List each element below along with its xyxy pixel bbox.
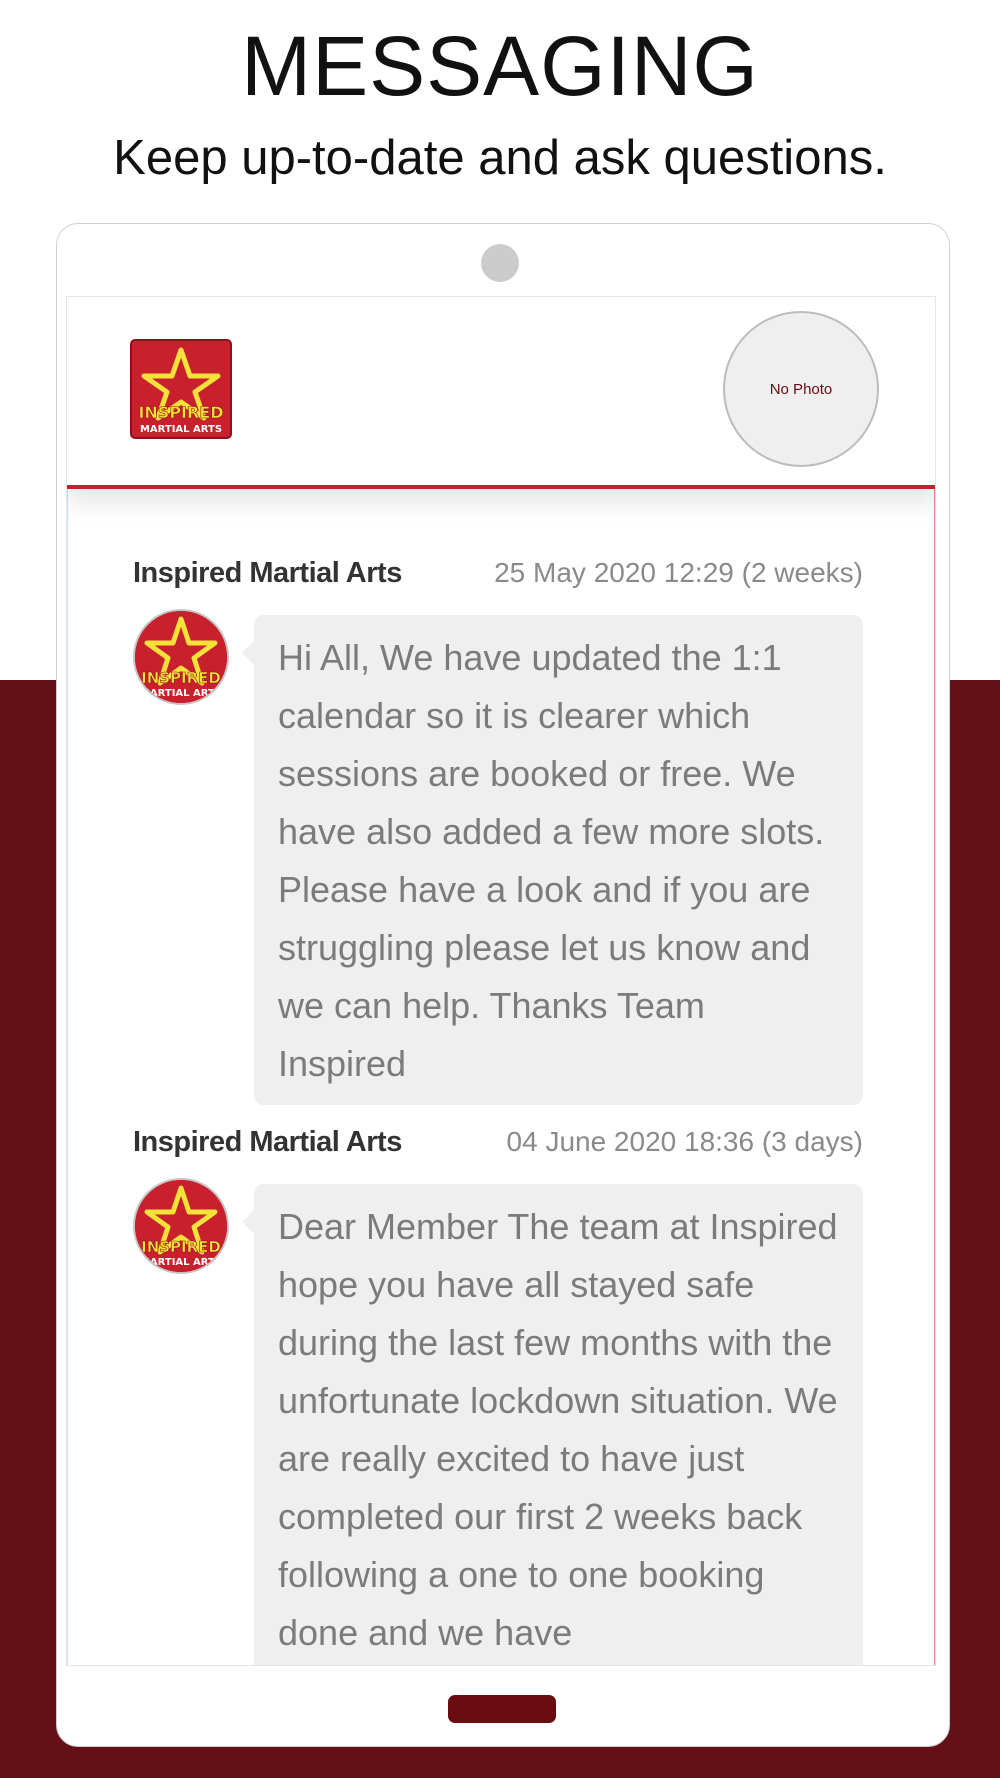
profile-photo-label: No Photo: [769, 380, 833, 398]
message-time: 04 June 2020 18:36 (3 days): [506, 1126, 863, 1157]
message-sender: Inspired Martial Arts: [133, 557, 402, 589]
message-bubble: Hi All, We have updated the 1:1 calendar so it is clearer which sessions are booked or free. We have also added a few more slots. Please have a look and if you are struggling please let us know and we can help. Thanks Team Inspired: [254, 615, 863, 1105]
promo-subheading: Keep up-to-date and ask questions.: [113, 131, 887, 185]
inspired-logo-icon[interactable]: [130, 338, 232, 440]
app-header: [67, 297, 936, 489]
profile-photo-button[interactable]: [723, 311, 879, 467]
message-item: [133, 1126, 863, 1653]
logo-text-bottom: MARTIAL ARTS: [139, 424, 223, 435]
promo-heading: MESSAGING: [241, 19, 759, 113]
avatar-text-bottom: MARTIAL ARTS: [139, 688, 223, 699]
avatar-text-top: INSPIRED: [141, 1238, 221, 1256]
message-item: [133, 557, 863, 1084]
avatar-text-bottom: MARTIAL ARTS: [139, 1257, 223, 1268]
logo-text-top: INSPIRED: [138, 403, 224, 422]
home-button[interactable]: [448, 1695, 556, 1723]
sender-avatar-icon: [133, 609, 229, 705]
app-screen: [66, 296, 936, 1666]
camera-dot: [481, 244, 519, 282]
device-frame: [56, 223, 950, 1747]
message-header: [133, 1126, 863, 1166]
message-time: 25 May 2020 12:29 (2 weeks): [494, 557, 863, 588]
message-header: [133, 557, 863, 597]
sender-avatar-icon: [133, 1178, 229, 1274]
message-bubble: Dear Member The team at Inspired hope you have all stayed safe during the last few months with the unfortunate lockdown situation. We are really excited to have just completed our first 2 weeks back following a one to one booking done and we have: [254, 1184, 863, 1666]
avatar-text-top: INSPIRED: [141, 669, 221, 687]
message-list[interactable]: [67, 489, 936, 1666]
message-sender: Inspired Martial Arts: [133, 1126, 402, 1158]
